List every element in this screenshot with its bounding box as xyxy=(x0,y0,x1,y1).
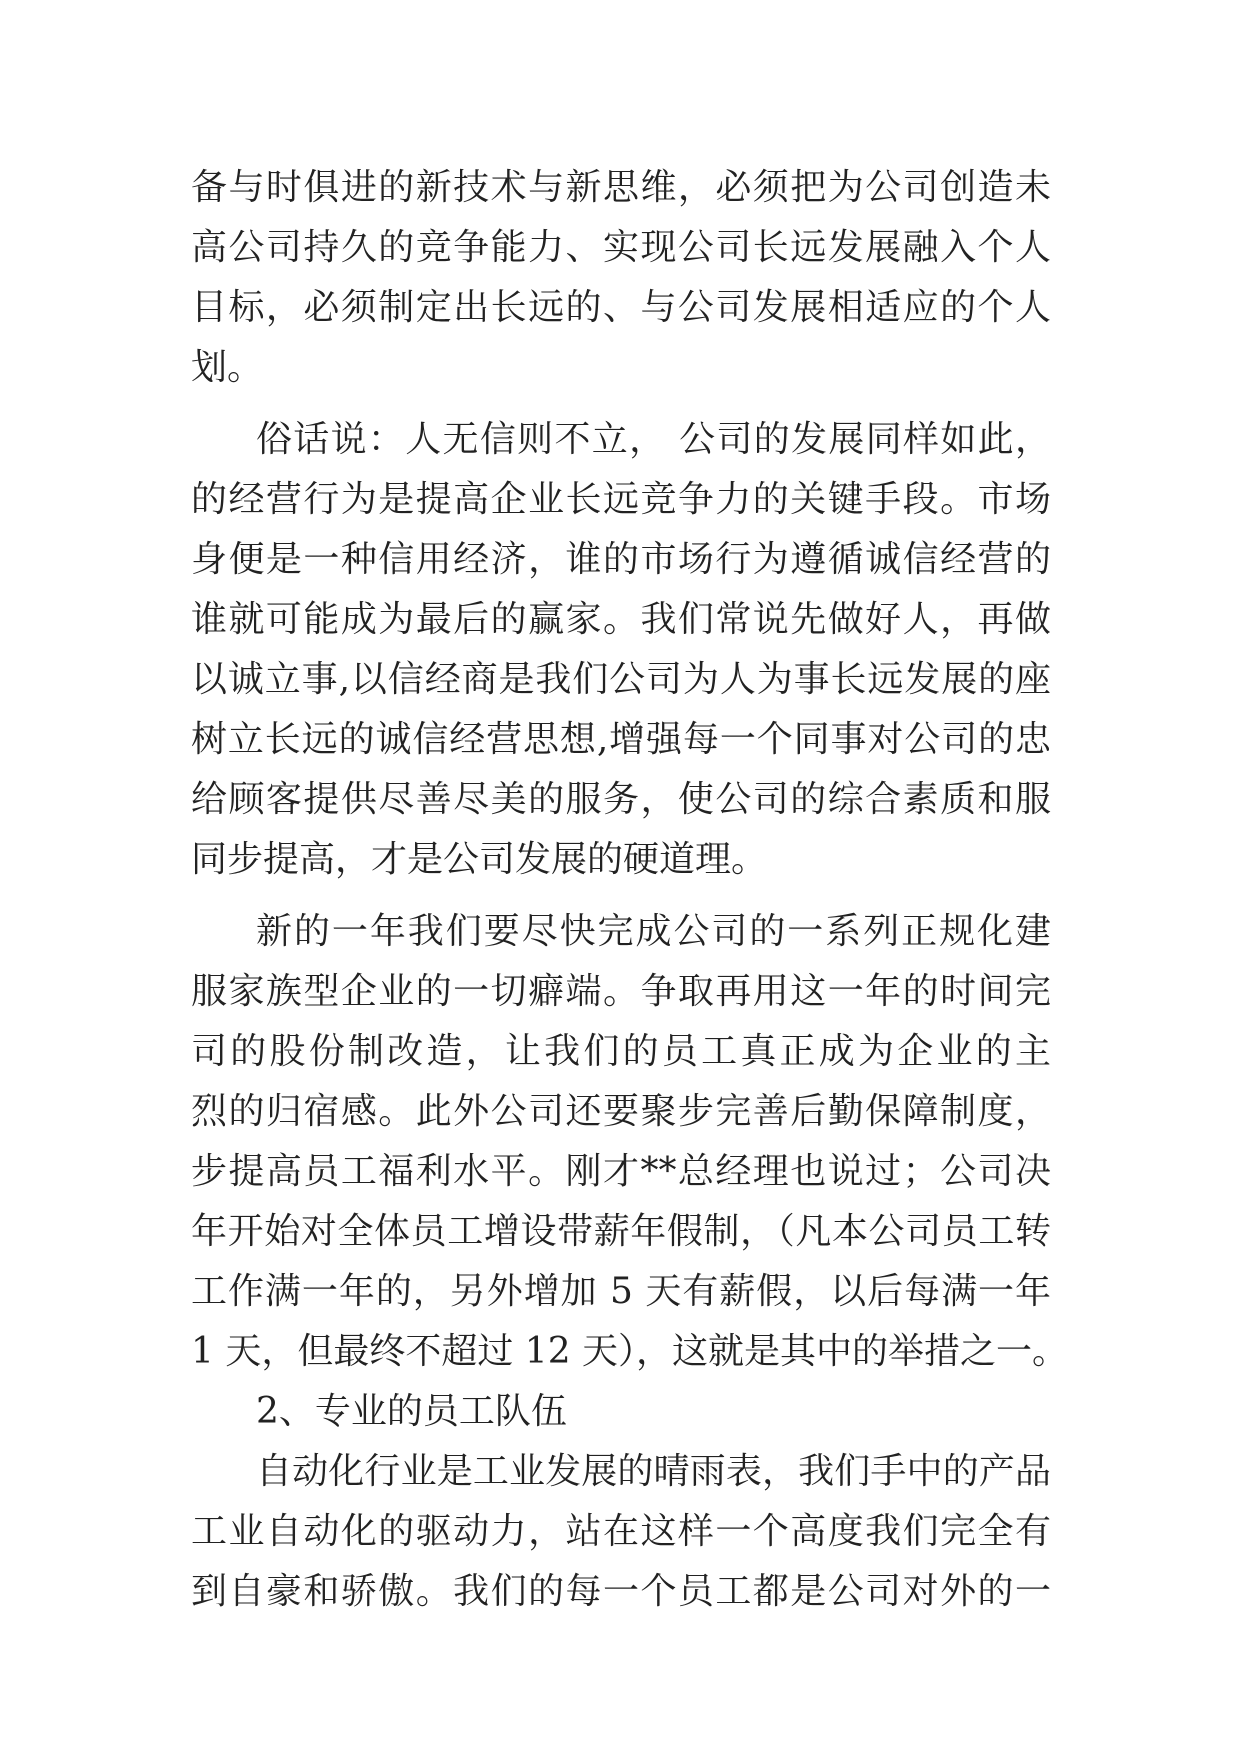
text-line: 烈的归宿感。此外公司还要聚步完善后勤保障制度， xyxy=(191,1091,1051,1132)
text-line: 同步提高，才是公司发展的硬道理。 xyxy=(191,839,768,880)
text-line: 树立长远的诚信经营思想,增强每一个同事对公司的忠 xyxy=(191,719,1051,760)
text-line: 给顾客提供尽善尽美的服务，使公司的综合素质和服 xyxy=(191,779,1051,820)
text-line: 到自豪和骄傲。我们的每一个员工都是公司对外的一 xyxy=(191,1571,1051,1612)
text-line: 以诚立事,以信经商是我们公司为人为事长远发展的座 xyxy=(191,659,1051,700)
text-line: 1 天，但最终不超过 12 天），这就是其中的举措之一。 xyxy=(191,1331,1069,1372)
paragraph-first-line: 自动化行业是工业发展的晴雨表，我们手中的产品 xyxy=(256,1451,1051,1492)
paragraph-first-line: 俗话说：人无信则不立， 公司的发展同样如此， xyxy=(256,419,1051,460)
text-line: 高公司持久的竞争能力、实现公司长远发展融入个人 xyxy=(191,227,1051,268)
text-line: 年开始对全体员工增设带薪年假制，（凡本公司员工转 xyxy=(191,1211,1051,1252)
text-line: 步提高员工福利水平。刚才**总经理也说过；公司决 xyxy=(191,1151,1051,1192)
text-line: 划。 xyxy=(191,347,264,388)
text-line: 备与时俱进的新技术与新思维，必须把为公司创造未 xyxy=(191,167,1051,208)
section-heading: 2、专业的员工队伍 xyxy=(256,1391,567,1432)
text-line: 司的股份制改造，让我们的员工真正成为企业的主 xyxy=(191,1031,1051,1072)
text-line: 工作满一年的，另外增加 5 天有薪假，以后每满一年 xyxy=(191,1271,1051,1312)
text-line: 工业自动化的驱动力，站在这样一个高度我们完全有 xyxy=(191,1511,1051,1552)
text-line: 服家族型企业的一切癖端。争取再用这一年的时间完 xyxy=(191,971,1051,1012)
text-line: 谁就可能成为最后的赢家。我们常说先做好人，再做 xyxy=(191,599,1051,640)
paragraph-first-line: 新的一年我们要尽快完成公司的一系列正规化建 xyxy=(256,911,1051,952)
text-line: 身便是一种信用经济，谁的市场行为遵循诚信经营的 xyxy=(191,539,1051,580)
text-line: 的经营行为是提高企业长远竞争力的关键手段。市场 xyxy=(191,479,1051,520)
body-text xyxy=(191,158,1069,1622)
text-line: 目标，必须制定出长远的、与公司发展相适应的个人 xyxy=(191,287,1051,328)
